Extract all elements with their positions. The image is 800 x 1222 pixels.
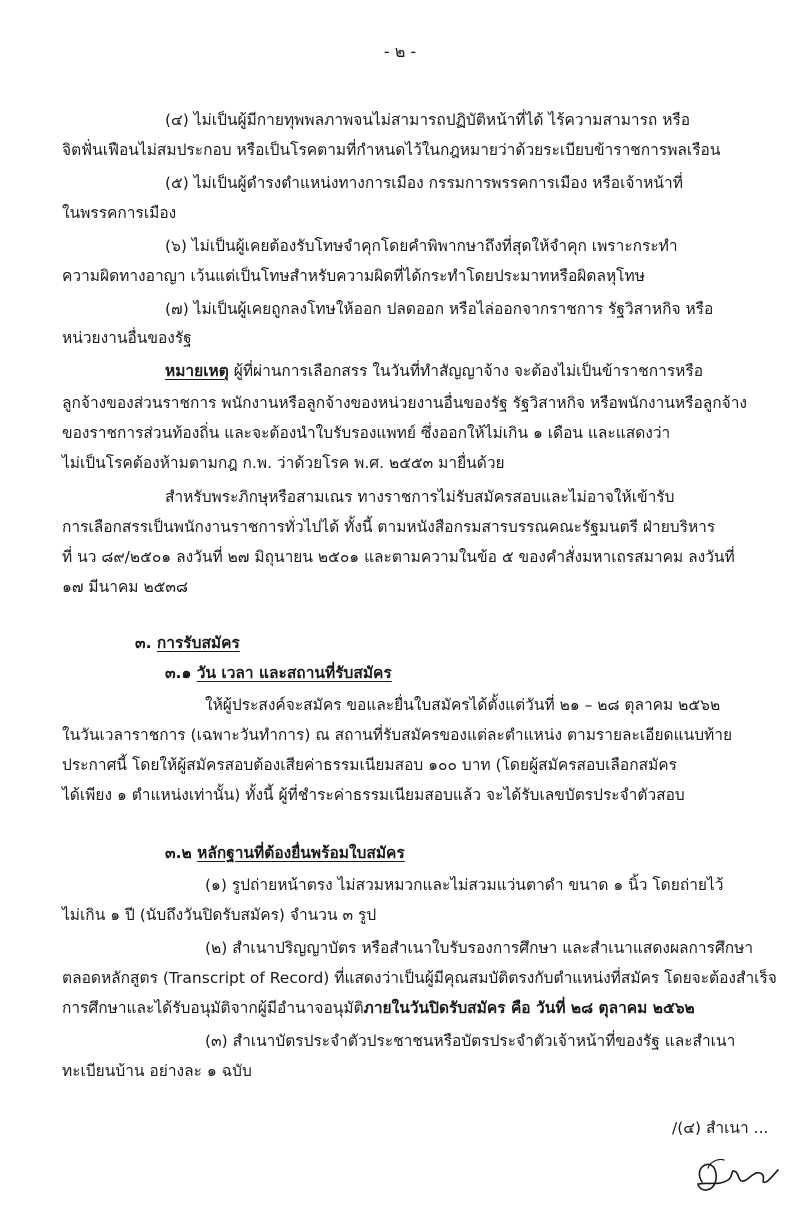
section-3-title: การรับสมัคร [156, 634, 240, 652]
monks-line-4: ๑๗ มีนาคม ๒๕๓๘ [62, 578, 188, 596]
section-3-1-number: ๓.๑ [165, 664, 192, 682]
document-item-2-line-2: ตลอดหลักสูตร (Transcript of Record) ที่แสดงว่าเป็นผู้มีคุณสมบัติตรงกับตำแหน่งที่สมัคร โดยจะต้องสำเร็จ [62, 969, 777, 987]
section-3-heading [135, 633, 240, 653]
note-line-1-text: ผู้ที่ผ่านการเลือกสรร ในวันที่ทำสัญญาจ้าง จะต้องไม่เป็นข้าราชการหรือ [228, 362, 704, 380]
signature-icon [688, 1152, 780, 1202]
section-3-1-heading [165, 663, 392, 683]
application-deadline: ภายในวันปิดรับสมัคร คือ วันที่ ๒๘ ตุลาคม ๒๕๖๒ [363, 999, 695, 1017]
monks-line-2: การเลือกสรรเป็นพนักงานราชการทั่วไปได้ ทั้งนี้ ตามหนังสือกรมสารบรรณคณะรัฐมนตรี ฝ่ายบริหาร [62, 518, 716, 536]
qualification-item-6-line-2: ความผิดทางอาญา เว้นแต่เป็นโทษสำหรับความผิดที่ได้กระทำโดยประมาทหรือผิดลหุโทษ [62, 267, 645, 285]
document-item-3-line-2: ทะเบียนบ้าน อย่างละ ๑ ฉบับ [62, 1062, 252, 1080]
qualification-item-5-line-1: (๕) ไม่เป็นผู้ดำรงตำแหน่งทางการเมือง กรรมการพรรคการเมือง หรือเจ้าหน้าที่ [165, 174, 683, 192]
section-3-2-title: หลักฐานที่ต้องยื่นพร้อมใบสมัคร [197, 844, 405, 862]
section-3-1-title: วัน เวลา และสถานที่รับสมัคร [196, 664, 392, 682]
document-item-1-line-2: ไม่เกิน ๑ ปี (นับถึงวันปิดรับสมัคร) จำนวน ๓ รูป [62, 906, 377, 924]
section-3-1-line-3: ประกาศนี้ โดยให้ผู้สมัครสอบต้องเสียค่าธรรมเนียมสอบ ๑๐๐ บาท (โดยผู้สมัครสอบเลือกสมัคร [62, 756, 677, 774]
document-item-1-line-1: (๑) รูปถ่ายหน้าตรง ไม่สวมหมวกและไม่สวมแว่นตาดำ ขนาด ๑ นิ้ว โดยถ่ายไว้ [205, 876, 724, 894]
note-line-4: ไม่เป็นโรคต้องห้ามตามกฎ ก.พ. ว่าด้วยโรค พ.ศ. ๒๕๕๓ มายื่นด้วย [62, 454, 505, 472]
section-3-2-heading [165, 843, 405, 863]
section-3-1-line-4: ได้เพียง ๑ ตำแหน่งเท่านั้น) ทั้งนี้ ผู้ที่ชำระค่าธรรมเนียมสอบแล้ว จะได้รับเลขบัตรประจำตัวสอบ [62, 786, 685, 804]
note-label: หมายเหตุ [165, 362, 229, 380]
qualification-item-7-line-1: (๗) ไม่เป็นผู้เคยถูกลงโทษให้ออก ปลดออก หรือไล่ออกจากราชการ รัฐวิสาหกิจ หรือ [165, 300, 714, 318]
monks-line-1: สำหรับพระภิกษุหรือสามเณร ทางราชการไม่รับสมัครสอบและไม่อาจให้เข้ารับ [165, 488, 675, 506]
qualification-item-5-line-2: ในพรรคการเมือง [62, 204, 177, 222]
section-3-number: ๓. [135, 634, 152, 652]
document-item-2-line-1: (๒) สำเนาปริญญาบัตร หรือสำเนาใบรับรองการศึกษา และสำเนาแสดงผลการศึกษา [205, 939, 754, 957]
page-number: - ๒ - [383, 42, 417, 61]
continuation-marker: /(๔) สำเนา ... [672, 1119, 769, 1137]
section-3-1-line-1: ให้ผู้ประสงค์จะสมัคร ขอและยื่นใบสมัครได้ตั้งแต่วันที่ ๒๑ – ๒๘ ตุลาคม ๒๕๖๒ [205, 696, 721, 714]
document-item-2-line-3-text: การศึกษาและได้รับอนุมัติจากผู้มีอำนาจอนุมัติ [62, 999, 364, 1017]
qualification-item-4-line-2: จิตฟั่นเฟือนไม่สมประกอบ หรือเป็นโรคตามที่กำหนดไว้ในกฎหมายว่าด้วยระเบียบข้าราชการพลเรือน [62, 141, 721, 159]
document-item-2-line-3 [62, 998, 695, 1018]
section-3-2-number: ๓.๒ [165, 844, 192, 862]
note-line-3: ของราชการส่วนท้องถิ่น และจะต้องนำใบรับรองแพทย์ ซึ่งออกให้ไม่เกิน ๑ เดือน และแสดงว่า [62, 424, 671, 442]
monks-line-3: ที่ นว ๘๙/๒๕๐๑ ลงวันที่ ๒๗ มิถุนายน ๒๕๐๑ และตามความในข้อ ๕ ของคำสั่งมหาเถรสมาคม ลงวันที่ [62, 548, 735, 566]
qualification-item-4-line-1: (๔) ไม่เป็นผู้มีกายทุพพลภาพจนไม่สามารถปฏิบัติหน้าที่ได้ ไร้ความสามารถ หรือ [165, 111, 691, 129]
qualification-item-6-line-1: (๖) ไม่เป็นผู้เคยต้องรับโทษจำคุกโดยคำพิพากษาถึงที่สุดให้จำคุก เพราะกระทำ [165, 237, 678, 255]
document-item-3-line-1: (๓) สำเนาบัตรประจำตัวประชาชนหรือบัตรประจำตัวเจ้าหน้าที่ของรัฐ และสำเนา [205, 1032, 736, 1050]
note-line-1 [165, 361, 703, 381]
note-line-2: ลูกจ้างของส่วนราชการ พนักงานหรือลูกจ้างของหน่วยงานอื่นของรัฐ รัฐวิสาหกิจ หรือพนักงานหรือลูกจ้าง [62, 394, 747, 412]
section-3-1-line-2: ในวันเวลาราชการ (เฉพาะวันทำการ) ณ สถานที่รับสมัครของแต่ละตำแหน่ง ตามรายละเอียดแนบท้าย [62, 726, 733, 744]
qualification-item-7-line-2: หน่วยงานอื่นของรัฐ [62, 329, 192, 347]
